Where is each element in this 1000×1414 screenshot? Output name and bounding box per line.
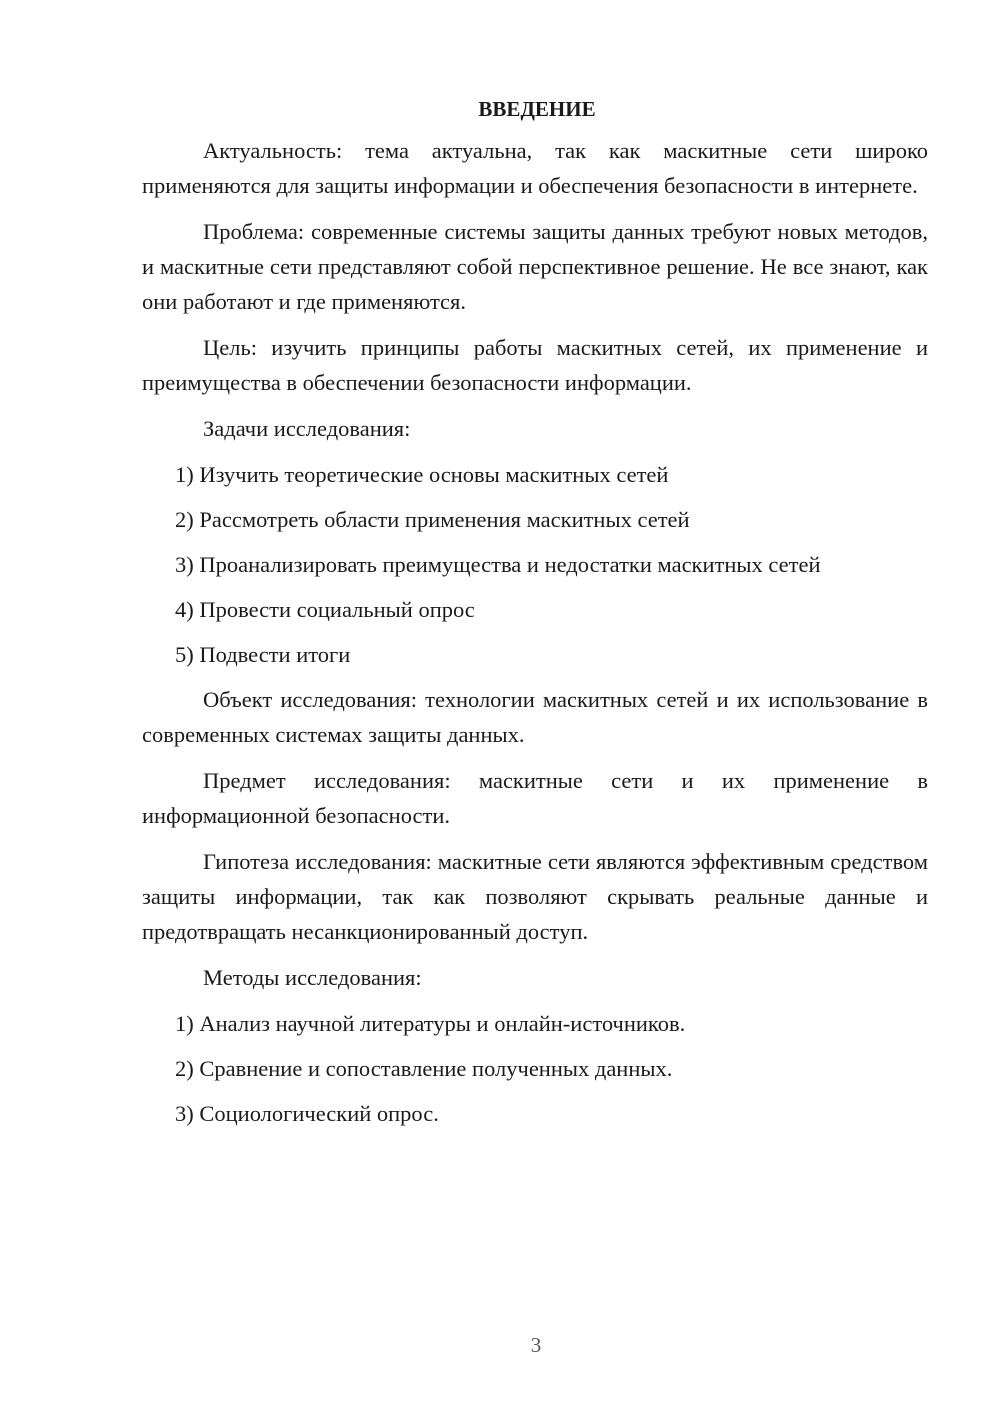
hypothesis-paragraph: Гипотеза исследования: маскитные сети являются эффективным средством защиты информации, так как позволяют скрывать реальные данные и предотвращать несанкционированный доступ. [142,849,928,944]
tasks-title: Задачи исследования: [203,416,411,441]
relevance-paragraph: Актуальность: тема актуальна, так как маскитные сети широко применяются для защиты информации и обеспечения безопасности в интернете. [142,138,928,198]
list-item: 1) Анализ научной литературы и онлайн-источников. [175,1011,686,1036]
list-item: 3) Социологический опрос. [175,1101,439,1126]
list-item: 3) Проанализировать преимущества и недостатки маскитных сетей [175,552,821,577]
list-item: 2) Рассмотреть области применения маскитных сетей [175,507,690,532]
goal-paragraph: Цель: изучить принципы работы маскитных сетей, их применение и преимущества в обеспечении безопасности информации. [142,335,928,395]
object-paragraph: Объект исследования: технологии маскитных сетей и их использование в современных системах защиты данных. [142,687,928,747]
page-number: 3 [530,1333,542,1357]
tasks-list [142,457,928,672]
list-item: 2) Сравнение и сопоставление полученных данных. [175,1056,673,1081]
list-item: 5) Подвести итоги [175,642,351,667]
list-item: 4) Провести социальный опрос [175,597,475,622]
page-title: ВВЕДЕНИЕ [478,97,596,121]
methods-title: Методы исследования: [203,965,422,990]
methods-list [142,1006,928,1131]
problem-paragraph: Проблема: современные системы защиты данных требуют новых методов, и маскитные сети представляют собой перспективное решение. Не все знают, как они работают и где применяются. [142,219,928,314]
document-page [142,92,928,1141]
list-item: 1) Изучить теоретические основы маскитных сетей [175,462,669,487]
subject-paragraph: Предмет исследования: маскитные сети и их применение в информационной безопасности. [142,768,928,828]
